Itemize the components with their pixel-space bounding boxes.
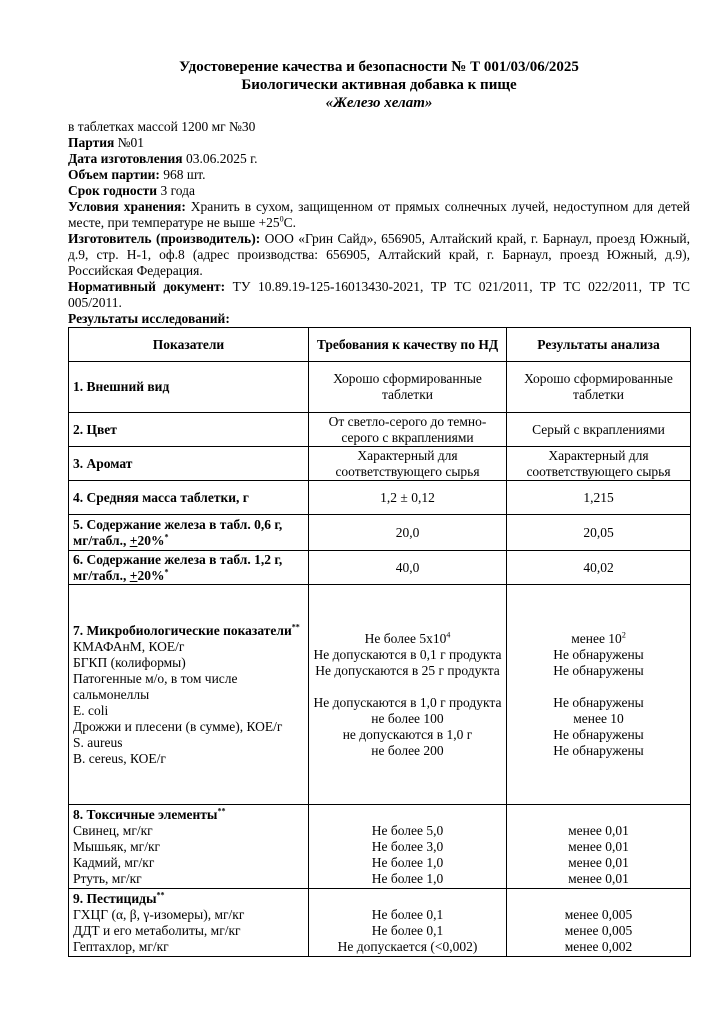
certificate-document (68, 58, 690, 957)
list-item: менее 0,01 (568, 822, 629, 838)
maker-value: ООО «Грин Сайд», 656905, Алтайский край, г. Барнаул, проезд Южный, д.9, стр. Н-1, оф.8 (адрес производства: 656905, Алтайский край, г. Барнаул, проезд Южный, д.9), Российская Федерация. (68, 231, 691, 278)
list-item: менее 0,01 (568, 838, 629, 854)
list-item: Кадмий, мг/кг (73, 854, 155, 870)
list-item: Ртуть, мг/кг (73, 870, 142, 886)
list-item: Не обнаружены (553, 646, 644, 662)
row-name-text: 6. Содержание железа в табл. 1,2 г, мг/табл., (73, 551, 283, 583)
row-requirement (309, 889, 507, 957)
row-result: 40,02 (507, 551, 691, 585)
document-title (68, 58, 690, 112)
shelf-line (68, 183, 690, 199)
product-form: в таблетках массой 1200 мг №30 (68, 119, 256, 134)
row-name: 4. Средняя масса таблетки, г (69, 481, 309, 515)
row-name-percent: 20% (137, 532, 165, 548)
title-line-2: Биологически активная добавка к пище (241, 77, 517, 93)
date-value: 03.06.2025 г. (182, 151, 258, 166)
row-result: 1,215 (507, 481, 691, 515)
norm-value: ТУ 10.89.19-125-16013430-2021, ТР ТС 021/2011, ТР ТС 022/2011, ТР ТС 005/2011. (68, 279, 691, 310)
list-item: Не обнаружены (553, 726, 644, 742)
header-info (68, 119, 690, 327)
storage-line (68, 199, 690, 231)
row-requirement: 1,2 ± 0,12 (309, 481, 507, 515)
list-item: Дрожжи и плесени (в сумме), КОЕ/г (73, 718, 283, 734)
list-item: Свинец, мг/кг (73, 822, 153, 838)
section-title-text: 8. Токсичные элементы (73, 806, 218, 822)
table-row (69, 413, 691, 447)
volume-value: 968 шт. (159, 167, 206, 182)
list-item: B. cereus, КОЕ/г (73, 750, 166, 766)
table-row (69, 551, 691, 585)
row-name-percent: 20% (137, 567, 165, 583)
row-name: 2. Цвет (69, 413, 309, 447)
row-requirement: Характерный для соответствующего сырья (309, 447, 507, 481)
spacer (313, 807, 502, 823)
title-line-1: Удостоверение качества и безопасности № Т 001/03/06/2025 (179, 59, 579, 75)
row-requirement: 20,0 (309, 515, 507, 551)
list-item: менее 0,005 (564, 922, 633, 938)
spacer (511, 891, 686, 907)
row-name (69, 805, 309, 889)
section-title (73, 807, 304, 823)
batch-label: Партия (68, 135, 115, 150)
col-header-requirements: Требования к качеству по НД (309, 328, 507, 362)
footnote-mark: ** (156, 890, 165, 899)
list-item: Мышьяк, мг/кг (73, 838, 161, 854)
plus-minus-sign: + (129, 567, 138, 583)
row-name: 3. Аромат (69, 447, 309, 481)
list-item (313, 631, 502, 647)
storage-label: Условия хранения: (68, 199, 186, 214)
row-requirement (309, 805, 507, 889)
table-row (69, 515, 691, 551)
row-result: Хорошо сформированные таблетки (507, 362, 691, 413)
list-item: БГКП (колиформы) (73, 654, 186, 670)
section-title-text: 7. Микробиологические показатели (73, 622, 292, 638)
list-item: Не обнаружены (553, 694, 644, 710)
maker-label: Изготовитель (производитель): (68, 231, 261, 246)
row-result (507, 805, 691, 889)
results-line (68, 311, 690, 327)
list-item: менее 0,01 (568, 870, 629, 886)
list-item: Не обнаружены (553, 742, 644, 758)
list-item: менее 10 (573, 710, 624, 726)
list-item: Не более 1,0 (371, 870, 444, 886)
list-item: ДДТ и его метаболиты, мг/кг (73, 922, 241, 938)
row-name (69, 585, 309, 805)
list-item: менее 0,01 (568, 854, 629, 870)
list-item: не более 100 (371, 710, 444, 726)
storage-tail: С. (283, 215, 297, 230)
date-label: Дата изготовления (68, 151, 183, 166)
row-name (69, 515, 309, 551)
list-item: Не допускаются в 25 г продукта (315, 662, 500, 678)
table-row-microbiology (69, 585, 691, 805)
exponent: 2 (621, 630, 626, 639)
section-title-text: 9. Пестициды (73, 890, 157, 906)
row-result: Характерный для соответствующего сырья (507, 447, 691, 481)
table-row (69, 447, 691, 481)
row-result: 20,05 (507, 515, 691, 551)
list-item: Патогенные м/о, в том числе сальмонеллы (73, 670, 238, 702)
table-row-toxic (69, 805, 691, 889)
list-item: Не более 1,0 (371, 854, 444, 870)
results-table (68, 327, 691, 957)
list-item: КМАФАнМ, КОЕ/г (73, 638, 185, 654)
section-title (73, 891, 304, 907)
row-requirement: От светло-серого до темно-серого с вкраплениями (309, 413, 507, 447)
footnote-mark: ** (217, 806, 226, 815)
footnote-mark: * (164, 567, 169, 576)
spacer (511, 679, 686, 695)
date-line (68, 151, 690, 167)
title-line-3: «Железо хелат» (325, 95, 433, 111)
list-item: Не допускается (<0,002) (337, 938, 478, 954)
list-item: Не допускаются в 1,0 г продукта (313, 694, 502, 710)
maker-line (68, 231, 690, 279)
table-header-row (69, 328, 691, 362)
col-header-indicators: Показатели (69, 328, 309, 362)
row-requirement: Хорошо сформированные таблетки (309, 362, 507, 413)
list-item: Не обнаружены (553, 662, 644, 678)
list-item: E. coli (73, 702, 109, 718)
exponent: 4 (446, 630, 451, 639)
list-item: Гептахлор, мг/кг (73, 938, 169, 954)
shelf-value: 3 года (157, 183, 196, 198)
batch-value: №01 (114, 135, 145, 150)
row-result: Серый с вкраплениями (507, 413, 691, 447)
list-item: Не более 0,1 (371, 906, 444, 922)
section-title (73, 623, 304, 639)
list-item: S. aureus (73, 734, 123, 750)
list-item: Не более 5,0 (371, 822, 444, 838)
list-item: не допускаются в 1,0 г (342, 726, 473, 742)
row-result (507, 889, 691, 957)
table-row-pesticides (69, 889, 691, 957)
storage-value: Хранить в сухом, защищенном от прямых солнечных лучей, недоступном для детей месте, при температуре не выше +25 (68, 199, 690, 230)
list-item: Не допускаются в 0,1 г продукта (313, 646, 502, 662)
plus-minus-sign: + (129, 532, 138, 548)
norm-line (68, 279, 690, 311)
col-header-results: Результаты анализа (507, 328, 691, 362)
norm-label: Нормативный документ: (68, 279, 226, 294)
results-label: Результаты исследований: (68, 311, 230, 326)
spacer (511, 807, 686, 823)
row-name (69, 551, 309, 585)
volume-line (68, 167, 690, 183)
footnote-mark: * (164, 532, 169, 541)
batch-line (68, 135, 690, 151)
shelf-label: Срок годности (68, 183, 158, 198)
list-item: Не более 3,0 (371, 838, 444, 854)
row-requirement (309, 585, 507, 805)
table-row (69, 481, 691, 515)
footnote-mark: ** (291, 622, 300, 631)
row-requirement: 40,0 (309, 551, 507, 585)
storage-sup: 0 (279, 214, 284, 224)
row-name: 1. Внешний вид (69, 362, 309, 413)
list-item: ГХЦГ (α, β, γ-изомеры), мг/кг (73, 906, 245, 922)
row-name (69, 889, 309, 957)
row-result (507, 585, 691, 805)
req-value: Не более 5x10 (364, 630, 447, 646)
table-row (69, 362, 691, 413)
spacer (313, 891, 502, 907)
res-value: менее 10 (571, 630, 622, 646)
list-item (511, 631, 686, 647)
volume-label: Объем партии: (68, 167, 160, 182)
row-name-text: 5. Содержание железа в табл. 0,6 г, мг/табл., (73, 516, 283, 548)
list-item: менее 0,002 (564, 938, 633, 954)
spacer (313, 679, 502, 695)
list-item: не более 200 (371, 742, 444, 758)
list-item: Не более 0,1 (371, 922, 444, 938)
list-item: менее 0,005 (564, 906, 633, 922)
